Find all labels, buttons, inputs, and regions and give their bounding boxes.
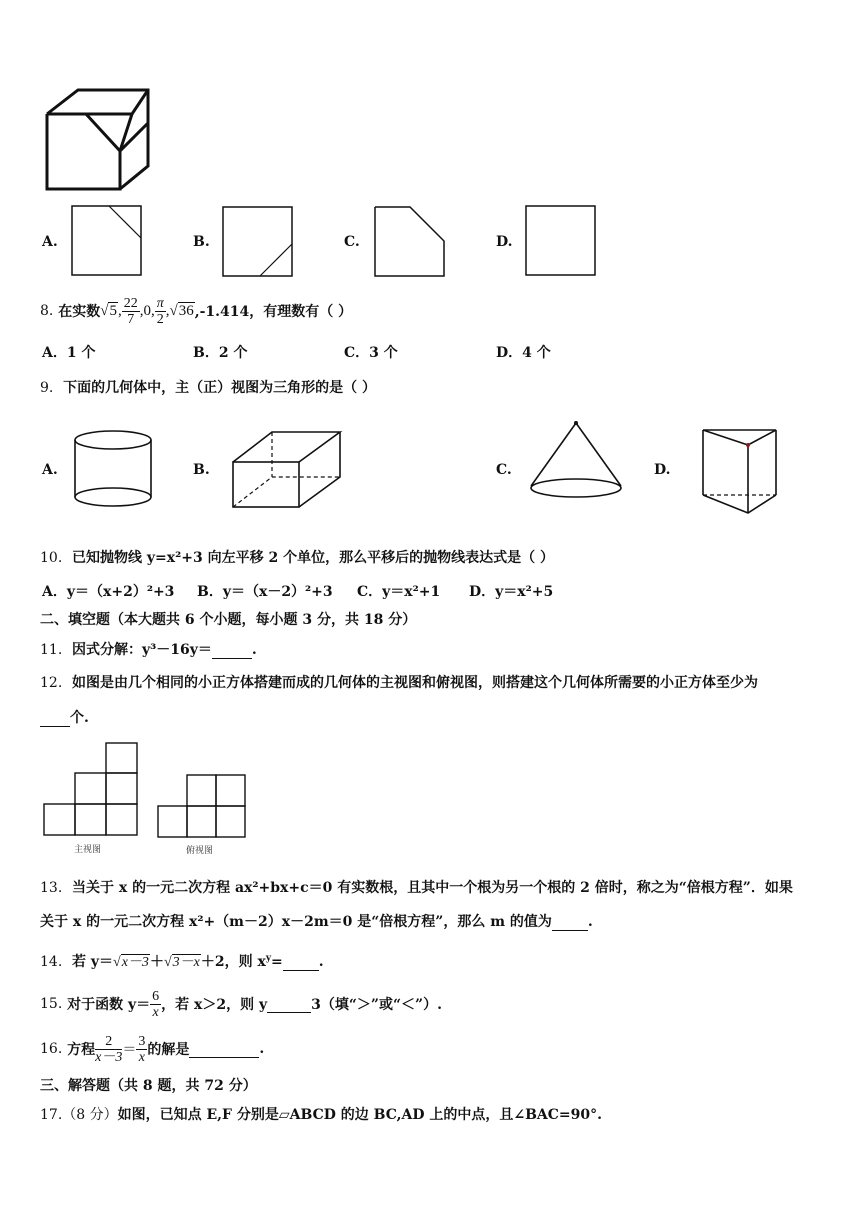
q14-exponent: y [265, 953, 272, 964]
q9-text: 下面的几何体中，主（正）视图为三角形的是（ ） [63, 380, 376, 396]
q8-stem: 8. 在实数 √5, $\frac{22}{7}$ ,0, $\frac{\pi}{2}$ ,√36 ,-1.414，有理数有（ ） [40, 295, 353, 327]
q9-option-a-label: A. [42, 462, 58, 478]
q8-fraction-pi-2: $\frac{\pi}{2}$ [156, 295, 164, 327]
q12-answer-blank[interactable] [40, 710, 70, 727]
q15-answer-blank[interactable] [267, 996, 311, 1013]
main-view-caption: 主视图 [74, 845, 102, 855]
q14-number: 14. [40, 954, 63, 970]
cylinder-figure [72, 430, 156, 514]
q12-text: 如图是由几个相同的小正方体搭建而成的几何体的主视图和俯视图，则搭建这个几何体所需要的小正方体至少为 [72, 675, 759, 691]
q14-radical-1: x－3 [121, 955, 149, 970]
section-2-heading: 二、填空题（本大题共 6 个小题，每小题 3 分，共 18 分） [40, 612, 417, 628]
q7-option-b-figure [222, 206, 294, 278]
q15-prefix: 对于函数 y＝ [67, 997, 151, 1013]
q10-number: 10. [40, 550, 63, 566]
q17-number: 17. [40, 1107, 63, 1123]
q11-number: 11. [40, 642, 63, 658]
q13-number: 13. [40, 880, 63, 896]
q11-stem [40, 639, 257, 659]
q11-text: 因式分解：y³－16y＝ [72, 642, 212, 658]
q16-prefix: 方程 [67, 1042, 96, 1058]
q14-post: ＋2，则 x [200, 954, 266, 970]
q8-zero: ,0, [139, 302, 155, 319]
q15-number: 15. [40, 996, 63, 1012]
main-view-figure [43, 742, 138, 838]
q14-radical-2: 3－x [172, 955, 200, 970]
cuboid-figure [230, 428, 346, 512]
q16-number: 16. [40, 1041, 63, 1057]
q15-mid: ，若 x＞2，则 y [161, 997, 268, 1013]
q9-option-c-label: C. [496, 462, 512, 478]
q7-option-a-figure [71, 205, 143, 277]
q7-option-a-label: A. [42, 234, 58, 250]
q14-stem: 14. 若 y＝√x－3＋√3－x＋2，则 $x^y=$ . [40, 953, 324, 970]
q9-option-b-label: B. [193, 462, 210, 478]
q14-prefix: 若 y＝ [72, 954, 114, 970]
q16-post: 的解是 [147, 1042, 190, 1058]
q13-line2 [40, 911, 593, 931]
triangular-prism-figure [698, 425, 782, 517]
q7-option-c-figure [374, 206, 446, 278]
q12-stem [40, 672, 758, 692]
q7-option-b-label: B. [193, 234, 210, 250]
q8-option-d: D．4 个 [496, 345, 551, 361]
q13-line1-text: 当关于 x 的一元二次方程 ax²+bx+c＝0 有实数根，且其中一个根为另一个根的 2 倍时，称之为“倍根方程”．如果 [72, 880, 793, 896]
q10-stem [40, 547, 554, 567]
q8-option-c: C．3 个 [344, 345, 398, 361]
q12-line2-text: 个. [70, 710, 89, 726]
q16-answer-blank[interactable] [189, 1041, 259, 1058]
q12-number: 12. [40, 675, 63, 691]
q16-fraction-right: $\frac{3}{x}$ [138, 1033, 146, 1065]
q12-line2 [40, 707, 89, 727]
q8-option-a: A．1 个 [42, 345, 96, 361]
q7-option-c-label: C. [344, 234, 360, 250]
q10-option-c: C．y＝x²+1 [357, 584, 441, 600]
q14-plus: ＋ [149, 954, 164, 970]
q10-option-a: A．y＝（x+2）²+3 [42, 584, 175, 600]
q8-prefix: 在实数 [58, 304, 101, 320]
q8-sqrt36: 36 [178, 302, 194, 319]
q15-stem [40, 984, 442, 1024]
q15-post: 3（填“＞”或“＜”）. [311, 997, 442, 1013]
cone-figure [526, 420, 630, 504]
q8-sqrt5: 5 [109, 302, 117, 319]
q10-option-b: B．y＝（x－2）²+3 [197, 584, 333, 600]
q9-number: 9. [40, 380, 54, 396]
q7-option-d-label: D. [496, 234, 513, 250]
q9-option-d-label: D. [654, 462, 671, 478]
cut-cube-figure [40, 85, 155, 195]
q8-fraction-22-7: $\frac{22}{7}$ [123, 295, 138, 327]
q17-score: （8 分） [62, 1107, 118, 1123]
q16-fraction-left: $\frac{2}{x-3}$ [95, 1033, 123, 1065]
section-3-heading: 三、解答题（共 8 题，共 72 分） [40, 1078, 257, 1094]
q16-equals: ＝ [122, 1042, 137, 1058]
q17-text: 如图，已知点 E,F 分别是▱ABCD 的边 BC,AD 上的中点，且∠BAC=90°. [117, 1107, 603, 1123]
q10-option-d: D．y＝x²+5 [469, 584, 554, 600]
q14-equals: = [271, 954, 283, 970]
q15-fraction: $\frac{6}{x}$ [152, 988, 160, 1020]
q13-end: . [587, 914, 593, 930]
q14-answer-blank[interactable] [283, 954, 319, 971]
q13-answer-blank[interactable] [552, 914, 588, 931]
top-view-figure [157, 774, 248, 840]
q10-text: 已知抛物线 y=x²+3 向左平移 2 个单位，那么平移后的抛物线表达式是（ ） [72, 550, 554, 566]
q11-answer-blank[interactable] [212, 642, 252, 659]
top-view-caption: 俯视图 [186, 846, 214, 856]
q7-option-d-figure [525, 205, 597, 277]
q8-option-b: B．2 个 [193, 345, 248, 361]
q9-stem [40, 377, 376, 397]
q16-end: . [259, 1041, 265, 1057]
q13-line1 [40, 877, 793, 897]
q14-end: . [318, 954, 324, 970]
q8-tail: ,-1.414，有理数有（ ） [194, 304, 353, 320]
q13-line2-text: 关于 x 的一元二次方程 x²+（m－2）x－2m＝0 是“倍根方程”，那么 m 的值为 [40, 914, 552, 930]
q16-stem [40, 1029, 264, 1069]
q17-stem [40, 1104, 602, 1124]
q8-number: 8. [40, 303, 54, 319]
q11-end: . [251, 642, 257, 658]
